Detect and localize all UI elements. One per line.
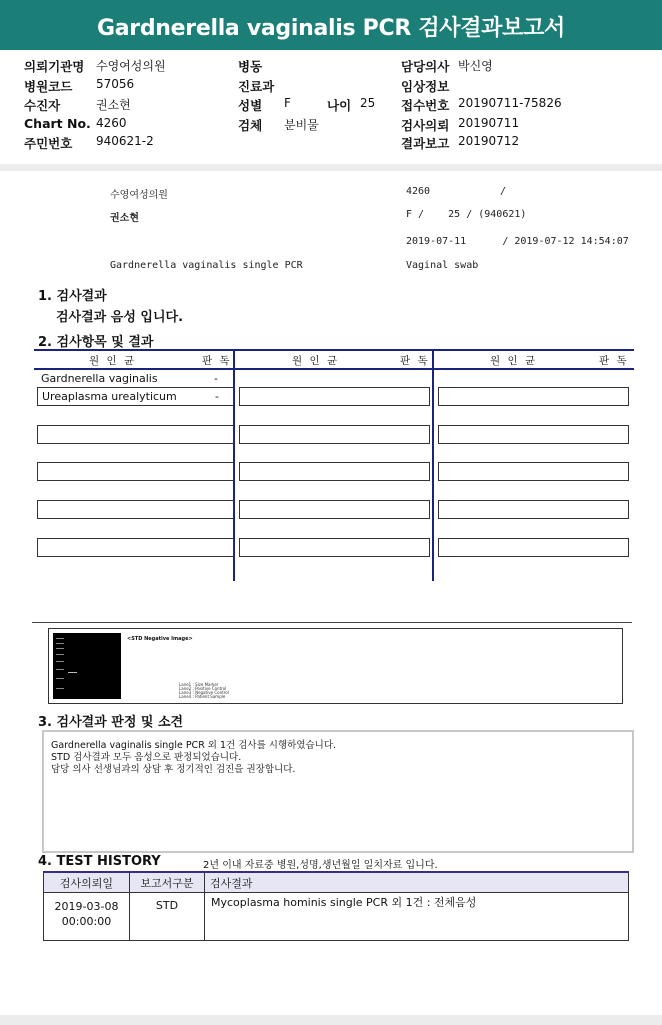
gel-legend-item: Lane1 : Size Marker xyxy=(179,682,219,687)
summary-chart: 4260 xyxy=(406,186,431,197)
result-cell xyxy=(438,462,629,481)
section4-title: 4. TEST HISTORY xyxy=(38,854,161,869)
result-cell xyxy=(438,387,629,406)
section3-title: 3. 검사결과 판정 및 소견 xyxy=(38,715,184,730)
gel-band xyxy=(56,638,64,639)
ward-label: 병동 xyxy=(238,59,263,74)
dept-label: 진료과 xyxy=(238,79,275,94)
institution-label: 의뢰기관명 xyxy=(24,59,85,74)
col-judgement-1: 판 독 xyxy=(202,355,232,367)
col-judgement-2: 판 독 xyxy=(400,355,430,367)
history-date-cell xyxy=(44,893,130,941)
history-time: 00:00:00 xyxy=(61,915,112,928)
gel-band xyxy=(56,661,64,662)
gel-band xyxy=(56,654,64,655)
pathogen-name: Ureaplasma urealyticum xyxy=(42,390,177,403)
summary-slash: / xyxy=(500,186,507,197)
section1-title: 1. 검사결과 xyxy=(38,289,107,304)
result-grid-header xyxy=(34,349,634,370)
section2-title: 2. 검사항목 및 결과 xyxy=(38,335,154,350)
history-col-date: 검사의뢰일 xyxy=(44,872,130,893)
result-grid xyxy=(34,349,634,581)
result-cell xyxy=(37,538,234,557)
report-header xyxy=(0,50,662,165)
report-title: Gardnerella vaginalis PCR 검사결과보고서 xyxy=(97,16,565,41)
opinion-line: Gardnerella vaginalis single PCR 외 1건 검사를 시행하였습니다. xyxy=(51,740,337,751)
summary-patient: 권소현 xyxy=(110,213,139,224)
gel-band xyxy=(56,678,64,679)
result-cell xyxy=(239,500,430,519)
result-cell xyxy=(239,387,430,406)
sex-label: 성별 xyxy=(238,98,263,113)
gel-band xyxy=(56,643,64,644)
gel-legend-item: Lane3 : Negative Control xyxy=(179,690,229,695)
age-value: 25 xyxy=(360,96,376,110)
patient-value: 권소현 xyxy=(96,98,131,112)
gel-legend-item: Lane4 : Patient Sample xyxy=(179,694,226,699)
pathogen-result: - xyxy=(214,372,218,385)
pathogen-name: Gardnerella vaginalis xyxy=(41,372,158,385)
institution-value: 수영여성의원 xyxy=(96,59,166,73)
history-note: 2년 이내 자료중 병원,성명,생년월일 일치자료 입니다. xyxy=(203,860,438,871)
history-result: Mycoplasma hominis single PCR 외 1건 : 전체음성 xyxy=(205,893,629,941)
opinion-line: STD 검사결과 모두 음성으로 판정되었습니다. xyxy=(51,752,242,763)
gel-image-title: <STD Negative Image> xyxy=(127,636,193,642)
hospital-code-label: 병원코드 xyxy=(24,79,73,94)
col-pathogen-1: 원 인 균 xyxy=(89,355,137,367)
result-cell xyxy=(239,425,430,444)
gel-image xyxy=(53,633,121,699)
gel-band xyxy=(56,669,64,670)
chart-label: Chart No. xyxy=(24,116,91,131)
result-cell xyxy=(37,425,234,444)
summary-dates: 2019-07-11 / 2019-07-12 14:54:07 xyxy=(406,236,629,247)
history-type: STD xyxy=(130,893,205,941)
specimen-value: 분비물 xyxy=(284,118,319,132)
result-cell xyxy=(438,538,629,557)
sex-value: F xyxy=(284,96,291,110)
summary-institution: 수영여성의원 xyxy=(110,190,168,201)
section-divider xyxy=(32,622,632,623)
test-history-table xyxy=(43,871,629,941)
footer-band xyxy=(0,1015,662,1025)
opinion-box xyxy=(42,730,634,853)
history-header-row xyxy=(44,872,629,893)
clinical-label: 임상정보 xyxy=(401,79,450,94)
col-pathogen-2: 원 인 균 xyxy=(292,355,340,367)
result-cell xyxy=(239,462,430,481)
result-cell xyxy=(37,500,234,519)
col-judgement-3: 판 독 xyxy=(599,355,629,367)
pathogen-result: - xyxy=(215,390,219,403)
summary-sex-age: F / 25 / (940621) xyxy=(406,209,527,220)
summary-test: Gardnerella vaginalis single PCR xyxy=(110,260,303,271)
patient-label: 수진자 xyxy=(24,98,61,113)
table-row xyxy=(44,893,629,941)
chart-value: 4260 xyxy=(96,116,127,130)
report-date-value: 20190712 xyxy=(458,134,520,148)
gel-band xyxy=(56,648,64,649)
request-date-label: 검사의뢰 xyxy=(401,118,450,133)
receipt-label: 접수번호 xyxy=(401,98,450,113)
result-cell xyxy=(37,462,234,481)
result-cell xyxy=(438,500,629,519)
resident-value: 940621-2 xyxy=(96,134,154,148)
opinion-line: 담당 의사 선생님과의 상담 후 정기적인 검진을 권장합니다. xyxy=(51,764,296,775)
result-cell xyxy=(37,387,234,406)
request-date-value: 20190711 xyxy=(458,116,520,130)
gel-band xyxy=(56,688,64,689)
history-col-result: 검사결과 xyxy=(205,872,629,893)
history-date: 2019-03-08 xyxy=(54,900,119,913)
gel-band xyxy=(68,672,77,673)
doctor-label: 담당의사 xyxy=(401,59,450,74)
report-title-bar xyxy=(0,0,662,50)
section1-result: 검사결과 음성 입니다. xyxy=(56,310,184,325)
hospital-code-value: 57056 xyxy=(96,77,135,91)
age-label: 나이 xyxy=(327,98,352,113)
specimen-label: 검체 xyxy=(238,118,263,133)
header-divider-band xyxy=(0,164,662,171)
doctor-value: 박신영 xyxy=(458,59,493,73)
col-pathogen-3: 원 인 균 xyxy=(490,355,538,367)
result-cell xyxy=(438,425,629,444)
history-col-type: 보고서구분 xyxy=(130,872,205,893)
receipt-value: 20190711-75826 xyxy=(458,96,562,110)
gel-image-box xyxy=(48,628,623,704)
gel-legend-item: Lane2 : Positive Control xyxy=(179,686,227,691)
summary-specimen: Vaginal swab xyxy=(406,260,479,271)
resident-label: 주민번호 xyxy=(24,136,73,151)
report-date-label: 결과보고 xyxy=(401,136,450,151)
result-cell xyxy=(239,538,430,557)
grid-divider-2 xyxy=(432,349,434,581)
